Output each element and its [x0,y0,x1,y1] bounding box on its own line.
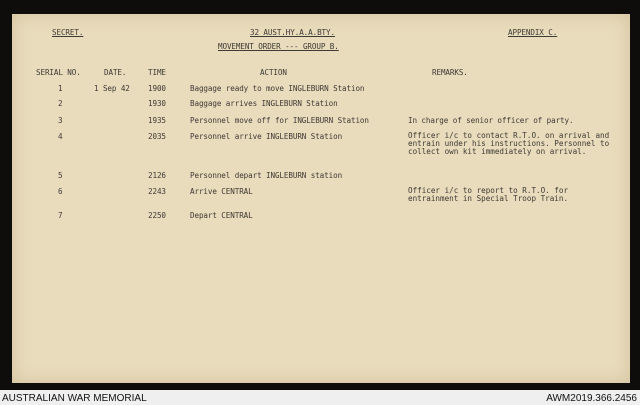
row-action: Depart CENTRAL [190,211,253,220]
row-action: Personnel move off for INGLEBURN Station [190,116,369,125]
document-sheet [12,14,630,383]
row-time: 2126 [148,171,166,180]
row-date: 1 Sep 42 [94,84,130,93]
row-time: 2035 [148,132,166,141]
row-action: Personnel arrive INGLEBURN Station [190,132,343,141]
row-remarks: Officer i/c to report to R.T.O. for entrainment in Special Troop Train. [408,186,569,204]
appendix-label: APPENDIX C. [508,28,558,37]
row-remarks: In charge of senior officer of party. [408,116,574,125]
row-time: 2250 [148,211,166,220]
row-serial: 1 [58,84,63,93]
row-time: 2243 [148,187,166,196]
col-header-time: TIME [148,68,166,77]
row-action: Arrive CENTRAL [190,187,253,196]
row-time: 1935 [148,116,166,125]
row-serial: 5 [58,171,63,180]
row-action: Baggage ready to move INGLEBURN Station [190,84,365,93]
col-header-action: ACTION [260,68,287,77]
unit-title: 32 AUST.HY.A.A.BTY. [250,28,335,37]
row-serial: 3 [58,116,63,125]
row-remarks: Officer i/c to contact R.T.O. on arrival and entrain under his instructions. Personnel to collect own kit immediately on arrival. [408,131,610,157]
row-action: Personnel depart INGLEBURN station [190,171,343,180]
row-serial: 2 [58,99,63,108]
accession-number: AWM2019.366.2456 [546,393,637,404]
row-time: 1900 [148,84,166,93]
row-serial: 7 [58,211,63,220]
row-time: 1930 [148,99,166,108]
col-header-remarks: REMARKS. [432,68,468,77]
col-header-serial: SERIAL NO. [36,68,81,77]
classification-label: SECRET. [52,28,84,37]
caption-bar [0,392,640,405]
row-serial: 4 [58,132,63,141]
order-title: MOVEMENT ORDER --- GROUP B. [218,42,339,51]
row-action: Baggage arrives INGLEBURN Station [190,99,338,108]
col-header-date: DATE. [104,68,127,77]
row-serial: 6 [58,187,63,196]
institution-credit: AUSTRALIAN WAR MEMORIAL [2,393,147,404]
